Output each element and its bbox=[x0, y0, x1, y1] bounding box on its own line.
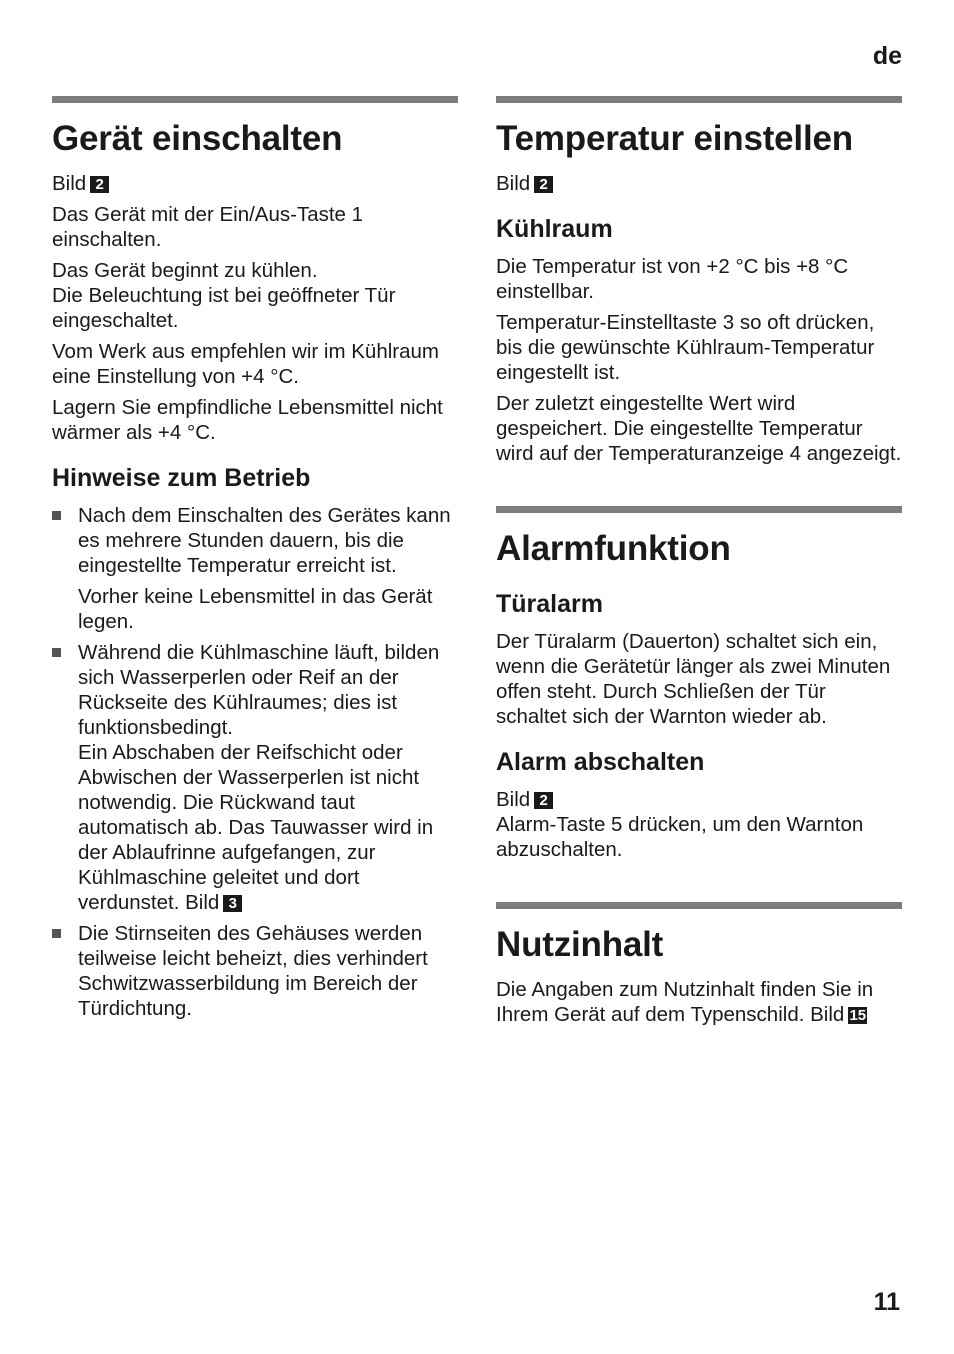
paragraph bbox=[496, 977, 902, 1027]
page-number: 11 bbox=[873, 1288, 900, 1316]
text-line: Das Gerät beginnt zu kühlen. bbox=[52, 259, 318, 282]
bild-label: Bild bbox=[496, 172, 531, 195]
list-item-note: Vorher keine Lebensmittel in das Gerät legen. bbox=[78, 585, 433, 633]
bild-label: Bild bbox=[52, 172, 87, 195]
subheading-tueralarm: Türalarm bbox=[496, 590, 603, 618]
left-column bbox=[52, 96, 458, 1027]
text-line: Die Beleuchtung ist bei geöffneter Tür eingeschaltet. bbox=[52, 284, 396, 332]
paragraph: Der zuletzt eingestellte Wert wird gespeichert. Die eingestellte Temperatur wird auf der Temperaturanzeige 4 angezeigt. bbox=[496, 392, 902, 465]
text-line: Die Angaben zum Nutzinhalt finden Sie in Ihrem Gerät auf dem Typenschild. Bild bbox=[496, 978, 874, 1026]
paragraph: Vom Werk aus empfehlen wir im Kühlraum eine Einstellung von +4 °C. bbox=[52, 340, 439, 388]
subheading-hinweise: Hinweise zum Betrieb bbox=[52, 464, 311, 492]
hint-list bbox=[52, 503, 458, 1021]
list-item bbox=[52, 503, 458, 634]
figure-number-badge: 3 bbox=[223, 895, 242, 912]
subheading-kuehlraum: Kühlraum bbox=[496, 215, 613, 243]
figure-reference bbox=[496, 171, 902, 196]
figure-number-badge: 2 bbox=[534, 176, 553, 193]
text-line: Alarm-Taste 5 drücken, um den Warnton abzuschalten. bbox=[496, 813, 864, 861]
paragraph: Der Türalarm (Dauerton) schaltet sich ein, wenn die Gerätetür länger als zwei Minuten offen steht. Durch Schließen der Tür schaltet sich der Warnton wieder ab. bbox=[496, 630, 891, 728]
list-item-text bbox=[78, 640, 458, 915]
bild-label: Bild bbox=[496, 788, 531, 811]
text-line: Während die Kühlmaschine läuft, bilden sich Wasserperlen oder Reif an der Rückseite des Kühlraumes; dies ist funktionsbedingt. bbox=[78, 641, 440, 739]
list-item bbox=[52, 640, 458, 915]
figure-number-badge: 2 bbox=[534, 792, 553, 809]
section-title-nutzinhalt: Nutzinhalt bbox=[496, 925, 664, 964]
paragraph: Temperatur-Einstelltaste 3 so oft drücken, bis die gewünschte Kühlraum-Temperatur eingestellt ist. bbox=[496, 311, 875, 384]
text-line: Ein Abschaben der Reifschicht oder Abwischen der Wasserperlen ist nicht notwendig. Die Rückwand taut automatisch ab. Das Tauwasser wird in der Ablaufrinne aufgefangen, zur Kühlmaschine geleitet und dort verdunstet. Bild bbox=[78, 741, 434, 914]
section-title-geraet-einschalten: Gerät einschalten bbox=[52, 119, 343, 158]
figure-number-badge: 15 bbox=[849, 1007, 867, 1024]
section-rule bbox=[496, 506, 902, 513]
paragraph: Das Gerät mit der Ein/Aus-Taste 1 einschalten. bbox=[52, 203, 364, 251]
list-item-text: Die Stirnseiten des Gehäuses werden teilweise leicht beheizt, dies verhindert Schwitzwasserbildung im Bereich der Türdichtung. bbox=[78, 922, 428, 1020]
list-item bbox=[52, 921, 458, 1021]
right-column bbox=[496, 96, 902, 1033]
section-rule bbox=[52, 96, 458, 103]
square-bullet-icon bbox=[52, 511, 61, 520]
paragraph bbox=[496, 787, 902, 862]
square-bullet-icon bbox=[52, 648, 61, 657]
section-rule bbox=[496, 902, 902, 909]
figure-number-badge: 2 bbox=[90, 176, 109, 193]
section-title-alarmfunktion: Alarmfunktion bbox=[496, 529, 731, 568]
paragraph: Die Temperatur ist von +2 °C bis +8 °C einstellbar. bbox=[496, 255, 849, 303]
square-bullet-icon bbox=[52, 929, 61, 938]
subheading-alarm-abschalten: Alarm abschalten bbox=[496, 748, 705, 776]
paragraph bbox=[52, 258, 458, 333]
paragraph: Lagern Sie empfindliche Lebensmittel nicht wärmer als +4 °C. bbox=[52, 396, 443, 444]
language-label: de bbox=[872, 42, 902, 70]
section-rule bbox=[496, 96, 902, 103]
section-title-temperatur: Temperatur einstellen bbox=[496, 119, 853, 158]
list-item-text: Nach dem Einschalten des Gerätes kann es mehrere Stunden dauern, bis die eingestellte Temperatur erreicht ist. bbox=[78, 504, 451, 577]
figure-reference bbox=[52, 171, 458, 196]
